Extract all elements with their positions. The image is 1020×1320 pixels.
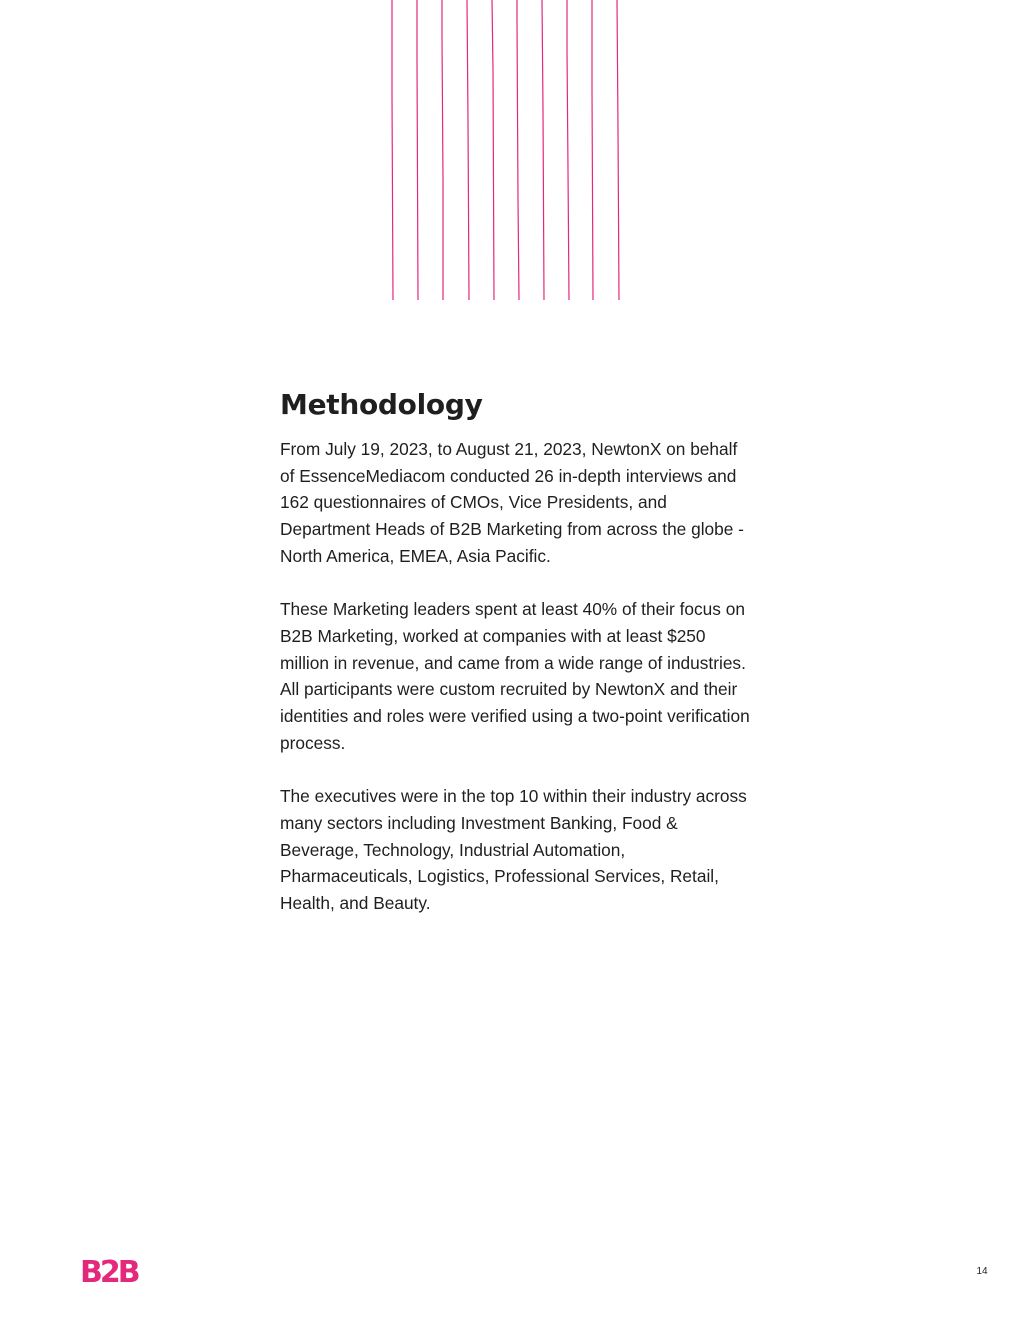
decor-line-10 [617, 0, 619, 300]
decor-line-8 [567, 0, 569, 300]
decor-line-5 [492, 0, 494, 300]
paragraph-sectors: The executives were in the top 10 within their industry across many sectors including Investment Banking, Food & Beverage, Technology, Industrial Automation, Pharmaceuticals, Logistics, Professional Services, Retail, Health, and Beauty. [280, 786, 747, 913]
decor-line-3 [442, 0, 443, 300]
decor-line-4 [467, 0, 469, 300]
page-number: 14 [976, 1266, 988, 1277]
decor-line-9 [592, 0, 593, 300]
decor-line-1 [392, 0, 393, 300]
decorative-vertical-lines [380, 0, 640, 310]
b2b-logo: B2B [80, 1255, 138, 1290]
paragraph-dates-and-scope: From July 19, 2023, to August 21, 2023, NewtonX on behalf of EssenceMediacom conducted 26 in-depth interviews and 162 questionnaires of CMOs, Vice Presidents, and Department Heads of B2B Marketing from across the globe - North America, EMEA, Asia Pacific. [280, 439, 744, 566]
decor-line-6 [517, 0, 519, 300]
page-title: Methodology [280, 388, 483, 421]
paragraph-participant-criteria: These Marketing leaders spent at least 40% of their focus on B2B Marketing, worked at companies with at least $250 million in revenue, and came from a wide range of industries. All participants were custom recruited by NewtonX and their identities and roles were verified using a two-point verification process. [280, 599, 750, 753]
methodology-section [280, 388, 750, 943]
decor-line-2 [417, 0, 418, 300]
decor-line-7 [542, 0, 544, 300]
